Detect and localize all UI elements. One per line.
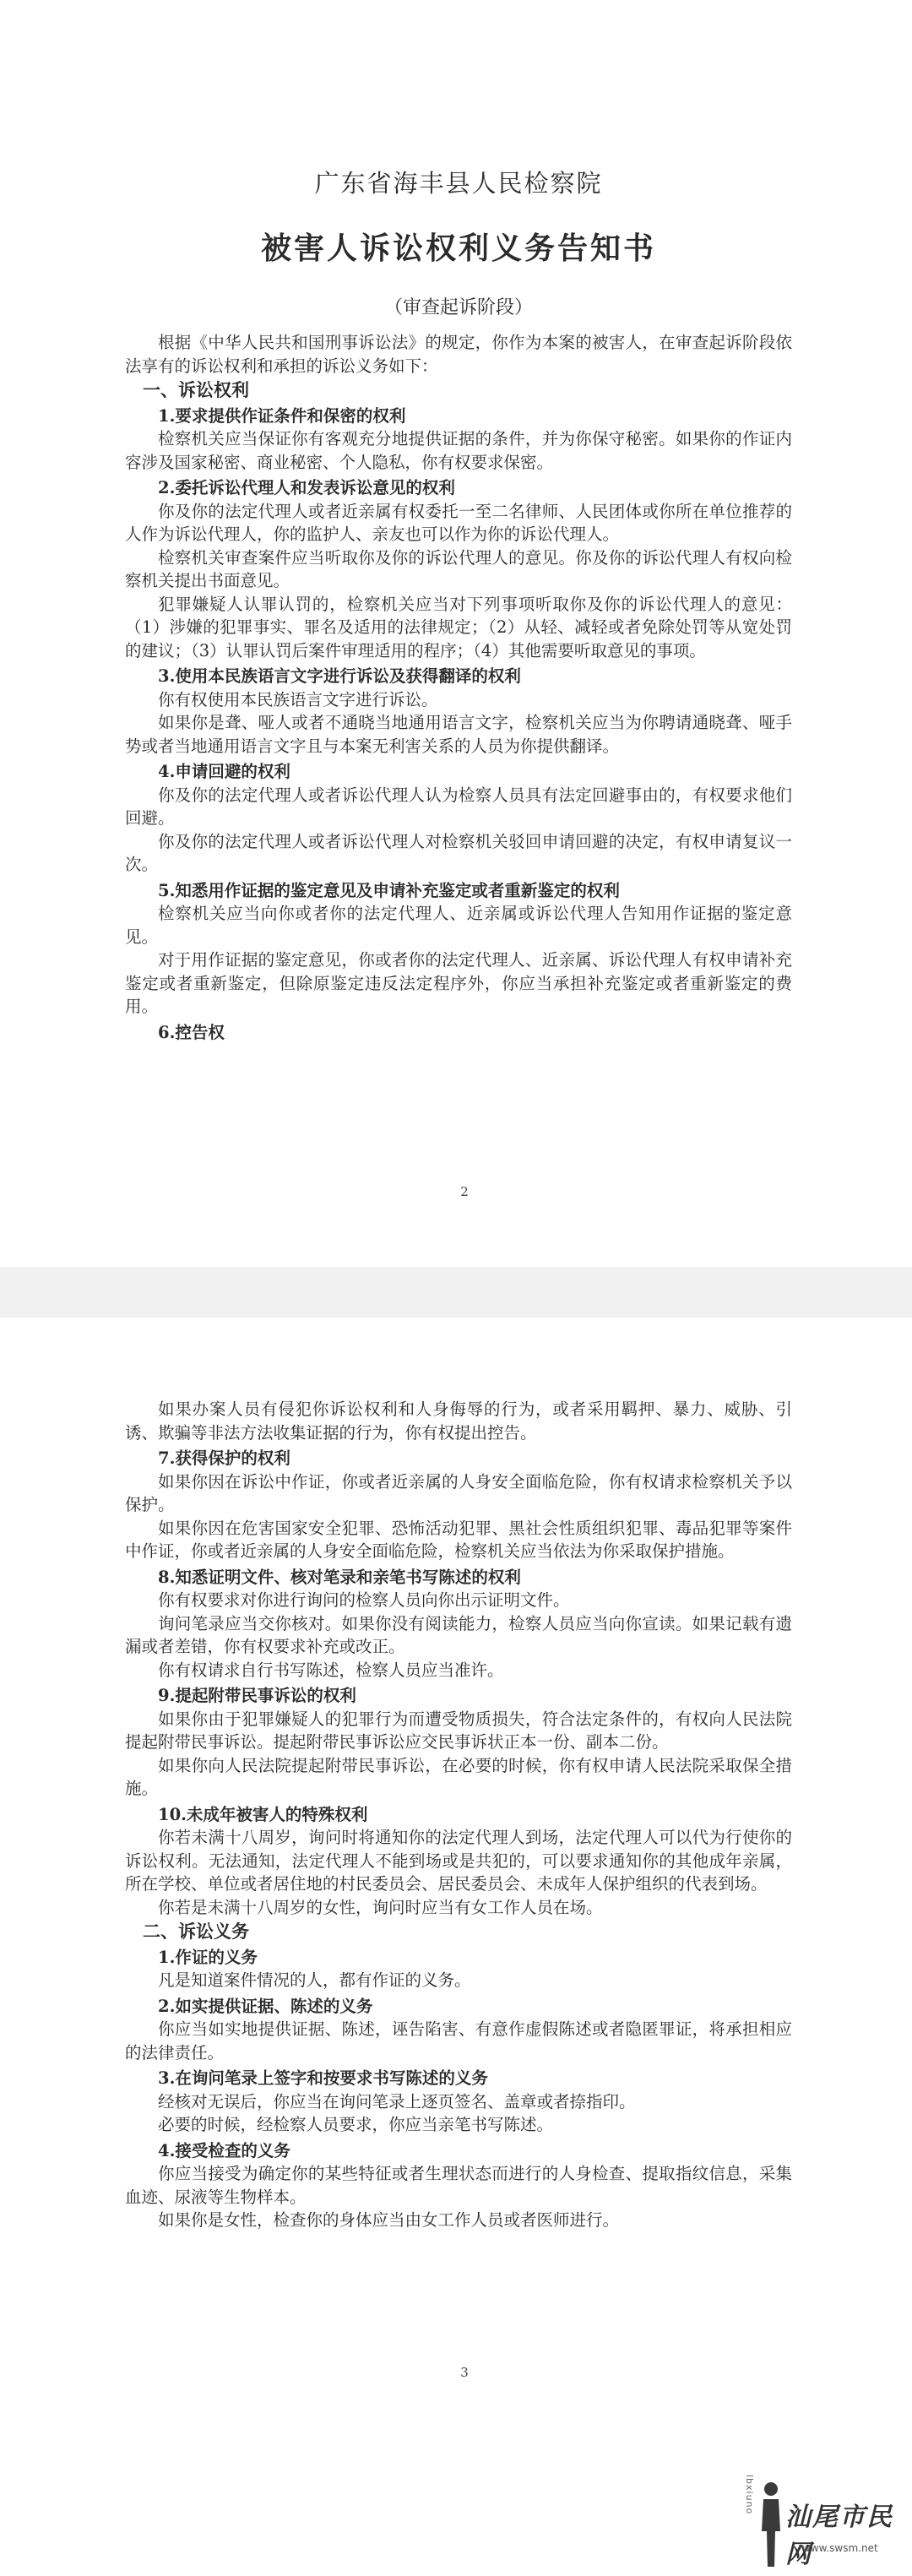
document-page-1 xyxy=(0,0,912,1267)
right-5-text-2: 对于用作证据的鉴定意见，你或者你的法定代理人、近亲属、诉讼代理人有权申请补充鉴定或者重新鉴定，但除原鉴定违反法定程序外，你应当承担补充鉴定或者重新鉴定的费用。 xyxy=(125,950,792,1016)
duty-3-text-2: 必要的时候，经检察人员要求，你应当亲笔书写陈述。 xyxy=(158,2115,554,2134)
right-10-text-2: 你若是未满十八周岁的女性，询问时应当有女工作人员在场。 xyxy=(158,1897,603,1917)
right-6-title: 6.控告权 xyxy=(158,1022,225,1042)
right-4-text-2: 你及你的法定代理人或者诉讼代理人对检察机关驳回申请回避的决定，有权申请复议一次。 xyxy=(125,831,792,874)
page-gap xyxy=(0,1267,912,1318)
procedure-stage: （审查起诉阶段） xyxy=(383,297,533,318)
right-3-text-2: 如果你是聋、哑人或者不通晓当地通用语言文字，检察机关应当为你聘请通晓聋、哑手势或者当地通用语言文字且与本案无利害关系的人员为你提供翻译。 xyxy=(125,713,792,756)
right-8-text-1: 你有权要求对你进行询问的检察人员向你出示证明文件。 xyxy=(158,1590,570,1610)
right-8-text-3: 你有权请求自行书写陈述，检察人员应当准许。 xyxy=(158,1660,504,1680)
right-8-text-2: 询问笔录应当交你核对。如果你没有阅读能力，检察人员应当向你宣读。如果记载有遗漏或者差错，你有权要求补充或改正。 xyxy=(125,1613,792,1656)
duty-4-title: 4.接受检查的义务 xyxy=(158,2140,290,2160)
right-1-title: 1.要求提供作证条件和保密的权利 xyxy=(158,405,406,426)
document-page-2 xyxy=(0,1318,912,2576)
right-3-text-1: 你有权使用本民族语言文字进行诉讼。 xyxy=(158,689,438,709)
duty-4-text-1: 你应当接受为确定你的某些特征或者生理状态而进行的人身检查、提取指纹信息，采集血迹、尿液等生物样本。 xyxy=(125,2164,792,2207)
watermark-site-name: 汕尾市民网 xyxy=(785,2503,893,2569)
duty-1-title: 1.作证的义务 xyxy=(158,1947,258,1967)
right-1-text: 检察机关应当保证你有客观充分地提供证据的条件，并为你保守秘密。如果你的作证内容涉及国家秘密、商业秘密、个人隐私，你有权要求保密。 xyxy=(125,429,792,472)
watermark-site-url: www.swsm.net xyxy=(802,2542,878,2554)
duty-3-title: 3.在询问笔录上签字和按要求书写陈述的义务 xyxy=(158,2068,488,2088)
right-4-text-1: 你及你的法定代理人或者诉讼代理人认为检察人员具有法定回避事由的，有权要求他们回避。 xyxy=(125,785,792,828)
duty-4-text-2: 如果你是女性，检查你的身体应当由女工作人员或者医师进行。 xyxy=(158,2210,620,2230)
right-9-text-2: 如果你向人民法院提起附带民事诉讼，在必要的时候，你有权申请人民法院采取保全措施。 xyxy=(125,1755,792,1798)
right-7-title: 7.获得保护的权利 xyxy=(158,1448,290,1468)
right-7-text-1: 如果你因在诉讼中作证，你或者近亲属的人身安全面临危险，你有权请求检察机关予以保护。 xyxy=(125,1471,792,1514)
right-3-title: 3.使用本民族语言文字进行诉讼及获得翻译的权利 xyxy=(158,666,521,686)
person-silhouette-icon xyxy=(757,2479,785,2572)
right-2-text-3: 犯罪嫌疑人认罪认罚的，检察机关应当对下列事项听取你及你的诉讼代理人的意见：（1）涉嫌的犯罪事实、罪名及适用的法律规定；（2）从轻、减轻或者免除处罚等从宽处罚的建议；（3）认罪认罚后案件审理适用的程序；（4）其他需要听取意见的事项。 xyxy=(125,594,792,660)
right-9-text-1: 如果你由于犯罪嫌疑人的犯罪行为而遭受物质损失，符合法定条件的，有权向人民法院提起附带民事诉讼。提起附带民事诉讼应交民事诉状正本一份、副本二份。 xyxy=(125,1709,792,1752)
page-2-content xyxy=(125,1398,792,2232)
watermark-side-text: lbxiuno xyxy=(744,2475,755,2515)
right-10-text-1: 你若未满十八周岁，询问时将通知你的法定代理人到场，法定代理人可以代为行使你的诉讼权利。无法通知，法定代理人不能到场或是共犯的，可以要求通知你的其他成年亲属，所在学校、单位或者居住地的村民委员会、居民委员会、未成年人保护组织的代表到场。 xyxy=(125,1828,792,1894)
duty-2-text: 你应当如实地提供证据、陈述，诬告陷害、有意作虚假陈述或者隐匿罪证，将承担相应的法律责任。 xyxy=(125,2019,792,2062)
duty-1-text: 凡是知道案件情况的人，都有作证的义务。 xyxy=(158,1970,471,1990)
duty-3-text-1: 经核对无误后，你应当在询问笔录上逐页签名、盖章或者捺指印。 xyxy=(158,2091,636,2111)
document-title: 被害人诉讼权利义务告知书 xyxy=(260,231,656,266)
page-number-2: 3 xyxy=(460,2365,469,2380)
right-7-text-2: 如果你因在危害国家安全犯罪、恐怖活动犯罪、黑社会性质组织犯罪、毒品犯罪等案件中作证，你或者近亲属的人身安全面临危险，检察机关应当依法为你采取保护措施。 xyxy=(125,1518,792,1561)
duty-2-title: 2.如实提供证据、陈述的义务 xyxy=(158,1996,373,2016)
right-8-title: 8.知悉证明文件、核对笔录和亲笔书写陈述的权利 xyxy=(158,1567,521,1587)
right-2-text-2: 检察机关审查案件应当听取你及你的诉讼代理人的意见。你及你的诉讼代理人有权向检察机关提出书面意见。 xyxy=(125,547,792,590)
section-heading-duties: 二、诉讼义务 xyxy=(143,1921,249,1942)
intro-paragraph: 根据《中华人民共和国刑事诉讼法》的规定，你作为本案的被害人，在审查起诉阶段依法享有的诉讼权利和承担的诉讼义务如下： xyxy=(125,333,792,376)
right-5-title: 5.知悉用作证据的鉴定意见及申请补充鉴定或者重新鉴定的权利 xyxy=(158,880,620,900)
right-4-title: 4.申请回避的权利 xyxy=(158,762,290,781)
right-9-title: 9.提起附带民事诉讼的权利 xyxy=(158,1686,356,1705)
right-6-text: 如果办案人员有侵犯你诉讼权利和人身侮辱的行为，或者采用羁押、暴力、威胁、引诱、欺骗等非法方法收集证据的行为，你有权提出控告。 xyxy=(125,1399,792,1443)
section-heading-rights: 一、诉讼权利 xyxy=(143,379,249,400)
issuing-organization: 广东省海丰县人民检察院 xyxy=(314,169,603,198)
right-5-text-1: 检察机关应当向你或者你的法定代理人、近亲属或诉讼代理人告知用作证据的鉴定意见。 xyxy=(125,904,792,947)
right-10-title: 10.未成年被害人的特殊权利 xyxy=(158,1804,368,1824)
page-number: 2 xyxy=(460,1184,469,1199)
page-1-content xyxy=(125,165,792,1044)
right-2-text-1: 你及你的法定代理人或者近亲属有权委托一至二名律师、人民团体或你所在单位推荐的人作为诉讼代理人，你的监护人、亲友也可以作为你的诉讼代理人。 xyxy=(125,501,792,544)
right-2-title: 2.委托诉讼代理人和发表诉讼意见的权利 xyxy=(158,478,455,497)
